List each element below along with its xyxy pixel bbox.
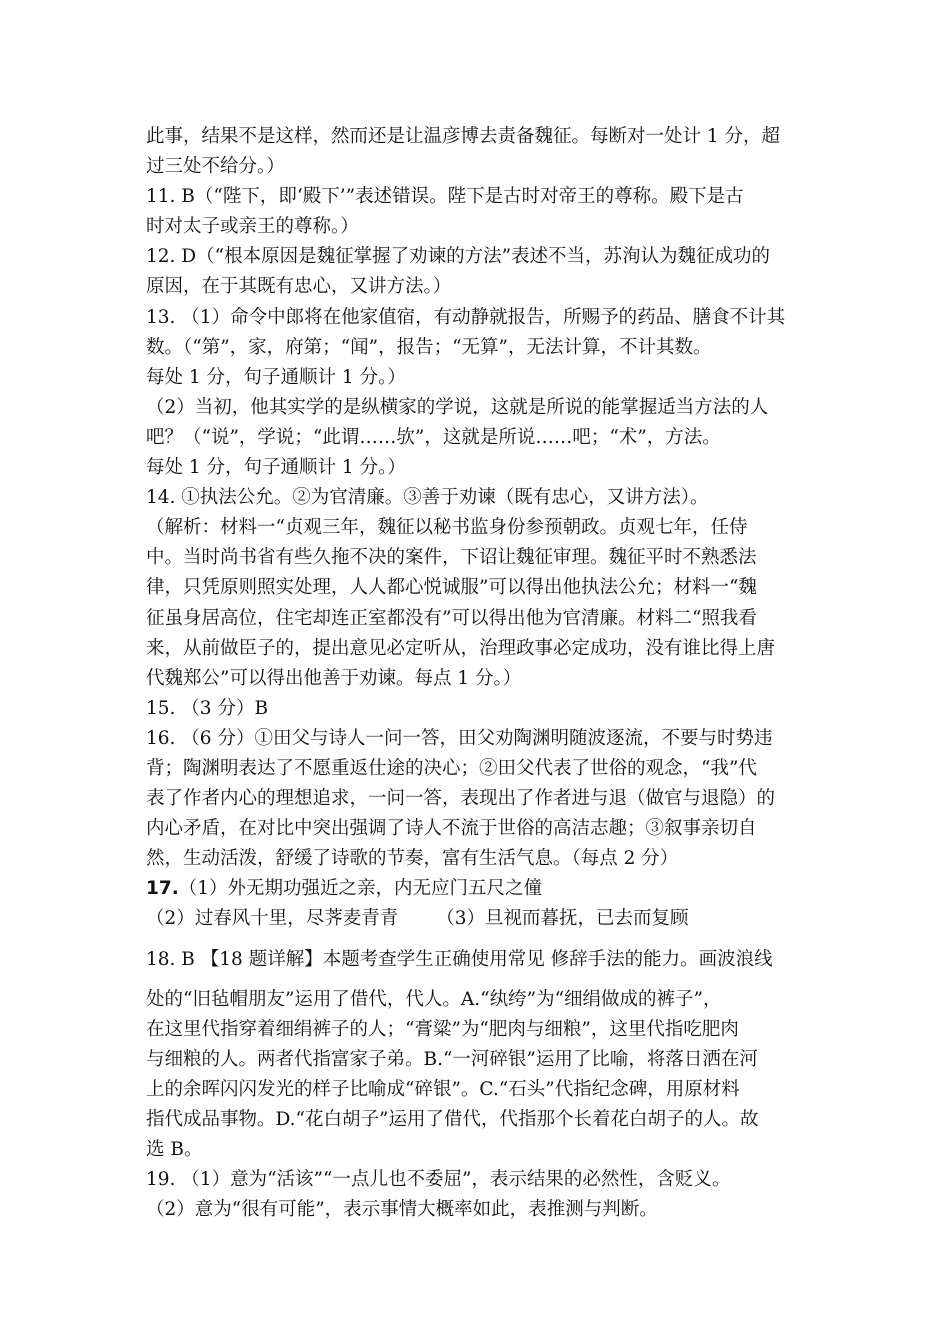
text-segment: （3）旦视而暮抚，已去而复顾 (436, 908, 689, 930)
text-line: （2）意为“很有可能”，表示事情大概率如此，表推测与判断。 (146, 1199, 658, 1221)
text-line: 数。（“第”，家，府第；“闻”，报告；“无算”，无法计算，不计其数。 (146, 336, 712, 358)
text-line: 每处 1 分，句子通顺计 1 分。） (146, 366, 406, 388)
text-line: 中。当时尚书省有些久拖不决的案件，下诏让魏征审理。魏征平时不熟悉法 (146, 547, 757, 569)
text-line: 时对太子或亲王的尊称。） (146, 216, 359, 238)
answer-19: 19. （1）意为“活该”“一点儿也不委屈”，表示结果的必然性，含贬义。 (146, 1169, 731, 1191)
text-line: 律，只凭原则照实处理，人人都心悦诚服”可以得出他执法公允；材料一“魏 (146, 577, 757, 599)
answer-11: 11. B（“陛下，即‘殿下’”表述错误。陛下是古时对帝王的尊称。殿下是古 (146, 186, 744, 208)
answer-12: 12. D（“根本原因是魏征掌握了劝谏的方法”表述不当，苏洵认为魏征成功的 (146, 246, 771, 268)
text-line: 表了作者内心的理想追求，一问一答，表现出了作者进与退（做官与退隐）的 (146, 788, 776, 810)
text-line: 上的余晖闪闪发光的样子比喻成“碎银”。C.“石头”代指纪念碑，用原材料 (146, 1078, 740, 1100)
text-line: 代魏郑公”可以得出他善于劝谏。每点 1 分。） (146, 667, 522, 689)
answer-14: 14. ①执法公允。②为官清廉。③善于劝谏（既有忠心，又讲方法）。 (146, 487, 709, 509)
text-line (146, 904, 818, 934)
answer-15: 15. （3 分）B (146, 697, 269, 719)
question-number: 17. (146, 878, 179, 900)
text-line: 在这里代指穿着细绢裤子的人；“膏粱”为“肥肉与细粮”，这里代指吃肥肉 (146, 1018, 739, 1040)
answer-18: 18. B 【18 题详解】本题考查学生正确使用常见 修辞手法的能力。画波浪线 (146, 948, 773, 970)
text-line: （2）当初，他其实学的是纵横家的学说，这就是所说的能掌握适当方法的人 (146, 396, 769, 418)
text-line: 然，生动活泼，舒缓了诗歌的节奏，富有生活气息。（每点 2 分） (146, 848, 679, 870)
text-segment: （1）外无期功强近之亲，内无应门五尺之僮 (178, 878, 543, 900)
text-line: 原因，在于其既有忠心，又讲方法。） (146, 276, 452, 298)
text-line: 处的“旧毡帽朋友”运用了借代，代人。A.“纨绔”为“细绢做成的裤子”， (146, 988, 722, 1010)
text-line: 内心矛盾，在对比中突出强调了诗人不流于世俗的高洁志趣；③叙事亲切自 (146, 818, 757, 840)
text-line: （解析：材料一“贞观三年，魏征以秘书监身份参预朝政。贞观七年，任侍 (146, 517, 748, 539)
text-line: 选 B。 (146, 1139, 203, 1161)
text-line: 来，从前做臣子的，提出意见必定听从，治理政事必定成功，没有谁比得上唐 (146, 637, 776, 659)
answer-17 (146, 874, 818, 904)
text-line: 过三处不给分。） (146, 156, 285, 178)
answer-16: 16. （6 分）①田父与诗人一问一答，田父劝陶渊明随波逐流，不要与时势违 (146, 727, 773, 749)
text-segment: （2）过春风十里，尽荠麦青青 (146, 908, 399, 930)
text-line: 背；陶渊明表达了不愿重返仕途的决心；②田父代表了世俗的观念，“我”代 (146, 757, 757, 779)
text-line: 此事，结果不是这样，然而还是让温彦博去责备魏征。每断对一处计 1 分，超 (146, 126, 781, 147)
text-line: 征虽身居高位，住宅却连正室都没有”可以得出他为官清廉。材料二“照我看 (146, 607, 757, 629)
answer-13: 13. （1）命令中郎将在他家值宿，有动静就报告，所赐予的药品、膳食不计其 (146, 306, 786, 328)
text-line: 每处 1 分，句子通顺计 1 分。） (146, 457, 406, 479)
answer-document (146, 122, 818, 1225)
text-line: 指代成品事物。D.“花白胡子”运用了借代，代指那个长着花白胡子的人。故 (146, 1109, 759, 1130)
text-line: 吧？（“说”，学说；“此谓……欤”，这就是所说……吧；“术”，方法。 (146, 426, 721, 448)
text-line: 与细粮的人。两者代指富家子弟。B.“一河碎银”运用了比喻，将落日洒在河 (146, 1048, 758, 1070)
